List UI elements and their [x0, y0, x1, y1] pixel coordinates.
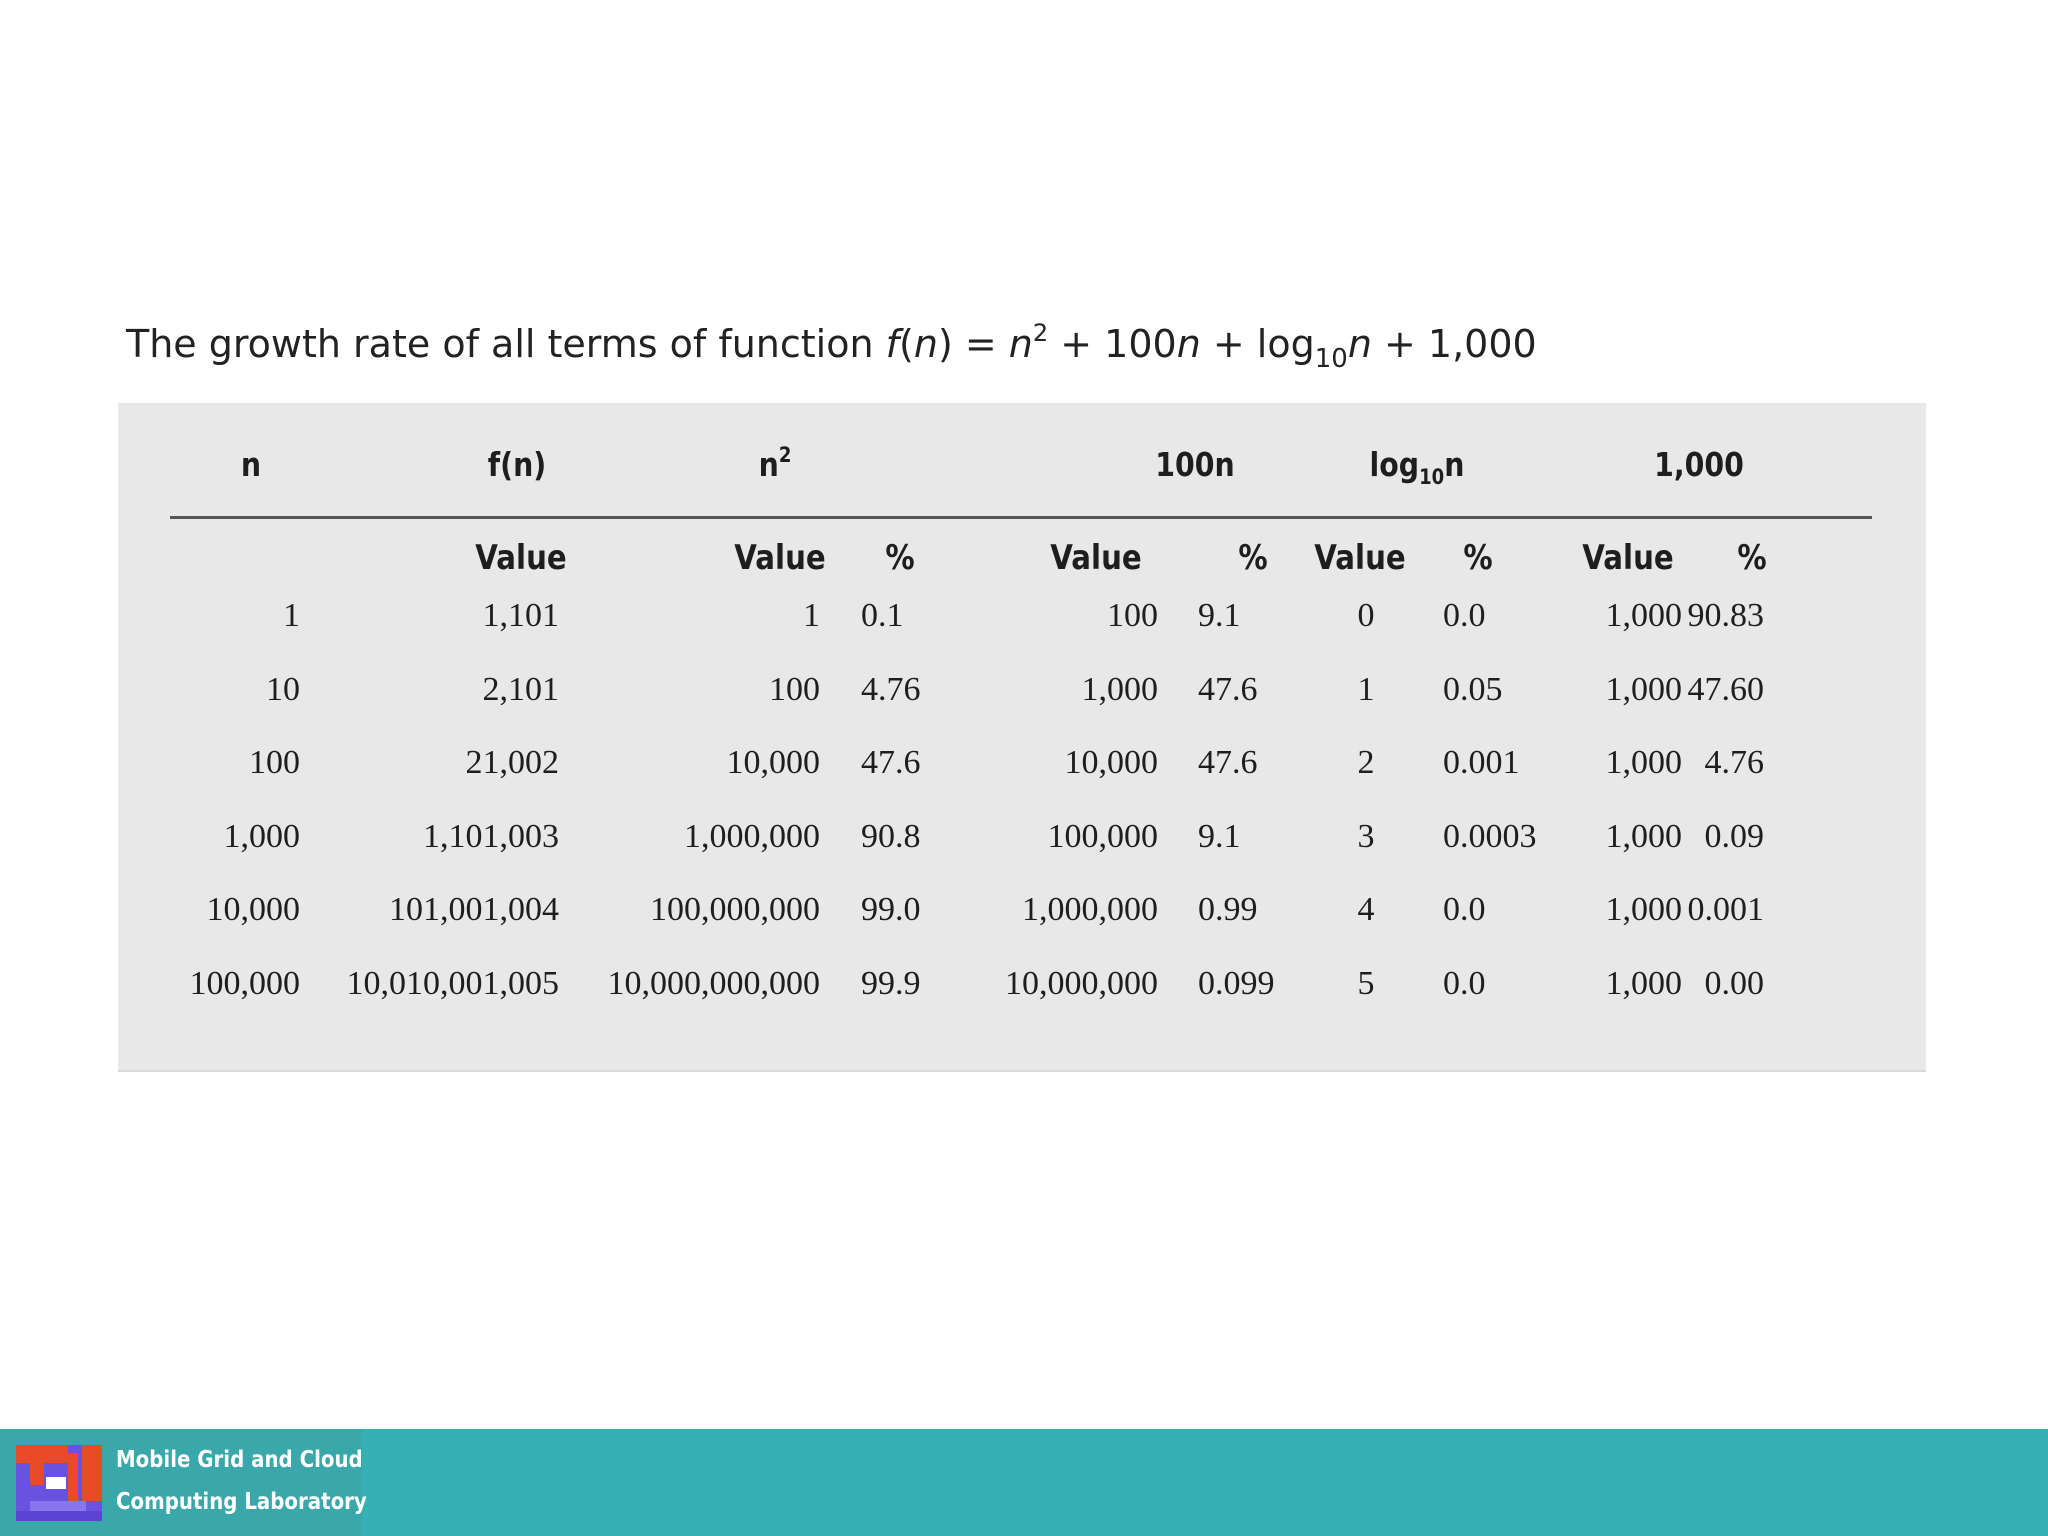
cell-h-value: 10,000,000	[1005, 964, 1158, 1002]
subheader-1000-percent: %	[1737, 538, 1767, 578]
cell-log-pct: 0.0	[1443, 597, 1486, 634]
lab-logo-icon	[16, 1445, 102, 1521]
cell-k-pct: 0.09	[1704, 817, 1764, 855]
cell-k-pct: 90.83	[1687, 597, 1764, 634]
cell-n: 100,000	[189, 964, 300, 1002]
header-100n: 100n	[1155, 445, 1235, 484]
caption-n1: n	[913, 322, 938, 366]
cell-n2-pct: 47.6	[861, 744, 921, 781]
cell-n2-value: 10,000	[726, 744, 820, 781]
cell-n2-value: 1,000,000	[684, 817, 820, 855]
caption-plus2: + log	[1200, 322, 1315, 366]
cell-log-pct: 0.05	[1443, 670, 1503, 708]
subheader-n2-value: Value	[734, 538, 826, 578]
lab-logo	[0, 1429, 367, 1536]
cell-h-pct: 9.1	[1198, 817, 1241, 855]
header-1000: 1,000	[1654, 445, 1744, 484]
cell-log-value: 4	[1357, 891, 1375, 928]
header-n-squared-base: n	[758, 445, 779, 484]
cell-fn: 2,101	[482, 670, 559, 708]
cell-n2-value: 10,000,000,000	[607, 964, 820, 1002]
cell-log-pct: 0.0	[1443, 964, 1486, 1002]
cell-n: 1	[283, 597, 300, 634]
growth-rate-table	[118, 403, 1926, 1072]
footer-bar	[0, 1429, 2048, 1536]
cell-k-value: 1,000	[1605, 670, 1682, 708]
caption-prefix: The growth rate of all terms of function	[126, 322, 886, 366]
cell-k-value: 1,000	[1605, 744, 1682, 781]
cell-n2-pct: 0.1	[861, 597, 904, 634]
subheader-n2-percent: %	[885, 538, 915, 578]
caption-plus1: + 100	[1048, 322, 1177, 366]
cell-fn: 101,001,004	[389, 891, 559, 928]
cell-n: 100	[249, 744, 300, 781]
cell-h-pct: 47.6	[1198, 744, 1258, 781]
cell-log-value: 2	[1357, 744, 1375, 781]
cell-h-value: 10,000	[1064, 744, 1158, 781]
cell-fn: 1,101,003	[423, 817, 559, 855]
cell-h-value: 100,000	[1047, 817, 1158, 855]
cell-n: 10,000	[206, 891, 300, 928]
lab-name-line1: Mobile Grid and Cloud	[116, 1447, 363, 1473]
header-log10n	[1369, 445, 1465, 489]
caption-square: 2	[1032, 319, 1049, 347]
cell-log-value: 5	[1357, 964, 1375, 1002]
cell-h-value: 1,000	[1081, 670, 1158, 708]
cell-n2-pct: 99.9	[861, 964, 921, 1002]
cell-log-value: 1	[1357, 670, 1375, 708]
cell-log-value: 3	[1357, 817, 1375, 855]
caption-plus3: + 1,000	[1371, 322, 1537, 366]
caption-n2: n	[1008, 322, 1033, 366]
cell-k-pct: 0.00	[1704, 964, 1764, 1002]
caption-n4: n	[1347, 322, 1372, 366]
cell-h-pct: 0.99	[1198, 891, 1258, 928]
header-n: n	[240, 445, 262, 484]
cell-log-value: 0	[1357, 597, 1375, 634]
cell-k-value: 1,000	[1605, 597, 1682, 634]
cell-k-pct: 47.60	[1687, 670, 1764, 708]
cell-n2-pct: 90.8	[861, 817, 921, 855]
subheader-fn-value: Value	[475, 538, 567, 578]
cell-k-value: 1,000	[1605, 891, 1682, 928]
subheader-100n-percent: %	[1238, 538, 1268, 578]
cell-n2-value: 100,000,000	[650, 891, 820, 928]
header-n-squared-exp: 2	[778, 443, 792, 467]
header-log-post: n	[1444, 445, 1465, 484]
cell-k-pct: 4.76	[1704, 744, 1764, 781]
header-n-squared	[759, 445, 792, 484]
table-caption	[126, 319, 1537, 374]
caption-n3: n	[1176, 322, 1201, 366]
cell-n2-value: 1	[803, 597, 820, 634]
header-fn: f(n)	[487, 445, 547, 484]
caption-f: f	[885, 322, 900, 366]
caption-log-base: 10	[1314, 344, 1348, 374]
subheader-100n-value: Value	[1050, 538, 1142, 578]
subheader-log-value: Value	[1314, 538, 1406, 578]
caption-open: (	[899, 322, 914, 366]
cell-k-pct: 0.001	[1687, 891, 1764, 928]
cell-fn: 1,101	[482, 597, 559, 634]
lab-name-line2: Computing Laboratory	[116, 1489, 367, 1515]
cell-n: 10	[266, 670, 300, 708]
cell-fn: 21,002	[465, 744, 559, 781]
header-log-pre: log	[1369, 445, 1420, 484]
cell-k-value: 1,000	[1605, 817, 1682, 855]
header-log-base: 10	[1419, 465, 1445, 489]
cell-h-value: 100	[1107, 597, 1158, 634]
cell-log-pct: 0.0003	[1443, 817, 1537, 855]
cell-n2-value: 100	[769, 670, 820, 708]
cell-log-pct: 0.0	[1443, 891, 1486, 928]
cell-h-value: 1,000,000	[1022, 891, 1158, 928]
cell-fn: 10,010,001,005	[346, 964, 559, 1002]
cell-h-pct: 47.6	[1198, 670, 1258, 708]
cell-n2-pct: 4.76	[861, 670, 921, 708]
cell-k-value: 1,000	[1605, 964, 1682, 1002]
header-rule	[170, 516, 1872, 519]
cell-log-pct: 0.001	[1443, 744, 1520, 781]
cell-n2-pct: 99.0	[861, 891, 921, 928]
subheader-1000-value: Value	[1582, 538, 1674, 578]
cell-n: 1,000	[223, 817, 300, 855]
caption-close: ) =	[937, 322, 1009, 366]
subheader-log-percent: %	[1463, 538, 1493, 578]
cell-h-pct: 9.1	[1198, 597, 1241, 634]
cell-h-pct: 0.099	[1198, 964, 1275, 1002]
